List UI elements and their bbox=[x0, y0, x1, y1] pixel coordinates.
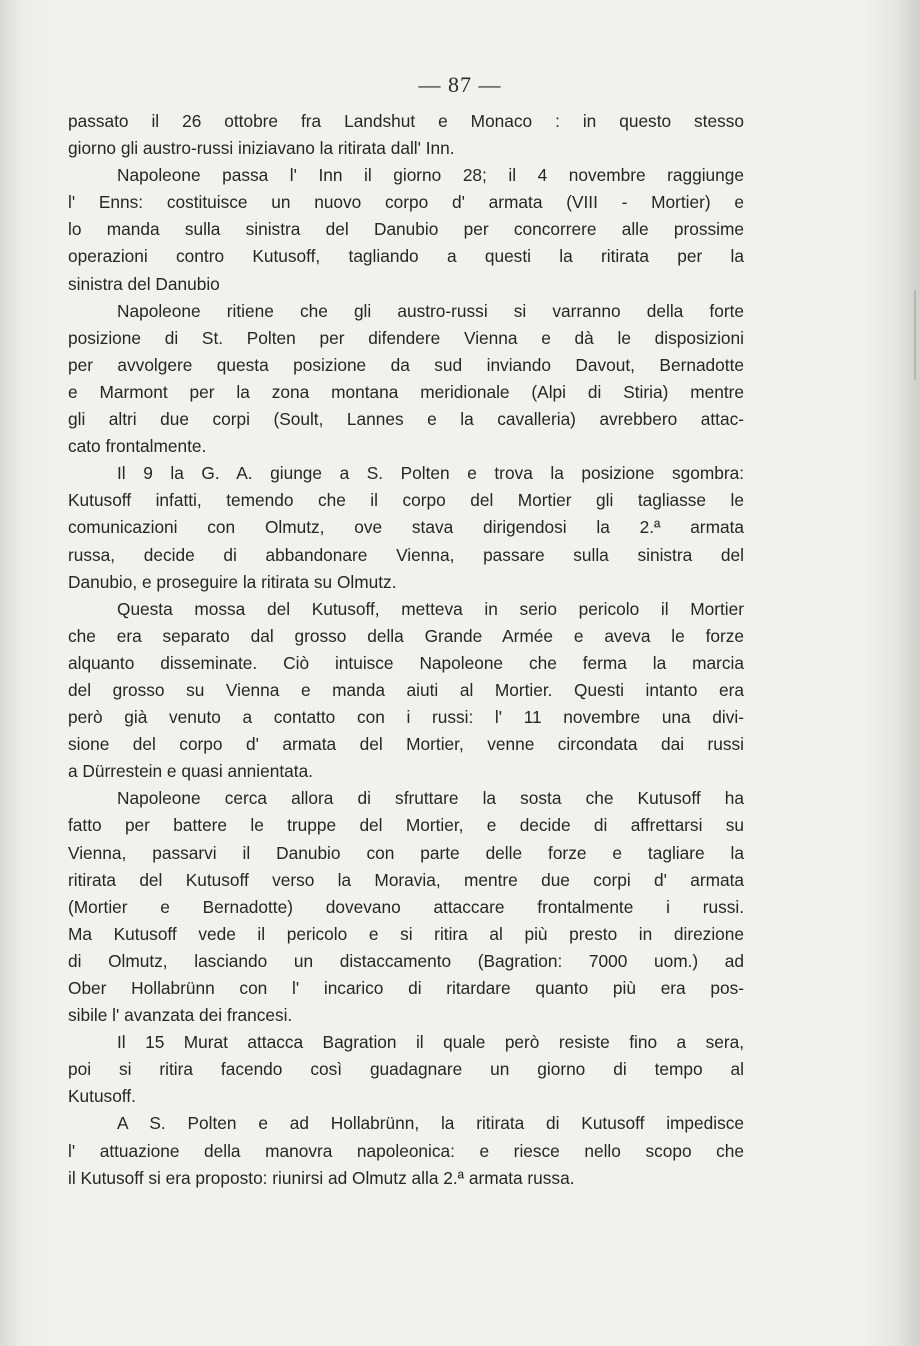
text-line: comunicazioni con Olmutz, ove stava dirigendosi la 2.ª armata bbox=[68, 517, 744, 538]
text-line: passato il 26 ottobre fra Landshut e Monaco : in questo stesso bbox=[68, 111, 744, 131]
text-line: a Dürrestein e quasi annientata. bbox=[68, 761, 313, 782]
text-line: l' Enns: costituisce un nuovo corpo d' armata (VIII - Mortier) e bbox=[68, 192, 744, 213]
text-line: Danubio, e proseguire la ritirata su Olmutz. bbox=[68, 571, 397, 592]
text-line: giorno gli austro-russi iniziavano la ritirata dall' Inn. bbox=[68, 138, 455, 159]
text-line: sibile l' avanzata dei francesi. bbox=[68, 1005, 293, 1026]
text-line: di Olmutz, lasciando un distaccamento (Bagration: 7000 uom.) ad bbox=[68, 950, 744, 971]
text-line: Napoleone ritiene che gli austro-russi si varranno della forte bbox=[117, 300, 744, 321]
text-line: poi si ritira facendo così guadagnare un giorno di tempo al bbox=[68, 1059, 744, 1080]
text-line: russa, decide di abbandonare Vienna, passare sulla sinistra del bbox=[68, 544, 744, 565]
text-line: Vienna, passarvi il Danubio con parte delle forze e tagliare la bbox=[68, 842, 744, 863]
text-line: posizione di St. Polten per difendere Vienna e dà le disposizioni bbox=[68, 327, 744, 348]
text-line: l' attuazione della manovra napoleonica: e riesce nello scopo che bbox=[68, 1140, 744, 1161]
text-line: sione del corpo d' armata del Mortier, venne circondata dai russi bbox=[68, 734, 744, 755]
text-line: lo manda sulla sinistra del Danubio per concorrere alle prossime bbox=[68, 219, 744, 240]
text-line: e Marmont per la zona montana meridionale (Alpi di Stiria) mentre bbox=[68, 381, 744, 402]
text-line: sinistra del Danubio bbox=[68, 273, 220, 294]
text-line: Il 9 la G. A. giunge a S. Polten e trova la posizione sgombra: bbox=[117, 463, 744, 484]
text-line: cato frontalmente. bbox=[68, 436, 207, 457]
text-line: del grosso su Vienna e manda aiuti al Mortier. Questi intanto era bbox=[68, 679, 744, 700]
text-line: Kutusoff infatti, temendo che il corpo del Mortier gli tagliasse le bbox=[68, 490, 744, 511]
text-line: alquanto disseminate. Ciò intuisce Napoleone che ferma la marcia bbox=[68, 652, 744, 673]
text-line: il Kutusoff si era proposto: riunirsi ad Olmutz alla 2.ª armata russa. bbox=[68, 1167, 575, 1188]
text-line: Ober Hollabrünn con l' incarico di ritardare quanto più era pos- bbox=[68, 978, 744, 998]
text-line: Ma Kutusoff vede il pericolo e si ritira al più presto in direzione bbox=[68, 923, 744, 944]
text-line: fatto per battere le truppe del Mortier, e decide di affrettarsi su bbox=[68, 815, 744, 836]
page-number: — 87 — bbox=[418, 72, 502, 97]
scan-edge-mark bbox=[914, 290, 916, 380]
text-line: però già venuto a contatto con i russi: l' 11 novembre una divi- bbox=[68, 707, 744, 728]
text-line: A S. Polten e ad Hollabrünn, la ritirata di Kutusoff impedisce bbox=[117, 1113, 744, 1134]
text-line: operazioni contro Kutusoff, tagliando a questi la ritirata per la bbox=[68, 246, 744, 267]
text-line: Il 15 Murat attacca Bagration il quale però resiste fino a sera, bbox=[117, 1032, 744, 1053]
text-line: Napoleone passa l' Inn il giorno 28; il 4 novembre raggiunge bbox=[117, 165, 744, 186]
text-line: Questa mossa del Kutusoff, metteva in serio pericolo il Mortier bbox=[117, 598, 744, 619]
text-line: gli altri due corpi (Soult, Lannes e la cavalleria) avrebbero attac- bbox=[68, 409, 744, 430]
text-line: Napoleone cerca allora di sfruttare la sosta che Kutusoff ha bbox=[117, 788, 744, 809]
text-line: che era separato dal grosso della Grande Armée e aveva le forze bbox=[68, 625, 744, 646]
body-text bbox=[68, 108, 744, 1192]
text-line: ritirata del Kutusoff verso la Moravia, mentre due corpi d' armata bbox=[68, 869, 744, 890]
text-line: per avvolgere questa posizione da sud inviando Davout, Bernadotte bbox=[68, 354, 744, 375]
text-line: (Mortier e Bernadotte) dovevano attaccare frontalmente i russi. bbox=[68, 896, 744, 917]
text-line: Kutusoff. bbox=[68, 1086, 136, 1107]
